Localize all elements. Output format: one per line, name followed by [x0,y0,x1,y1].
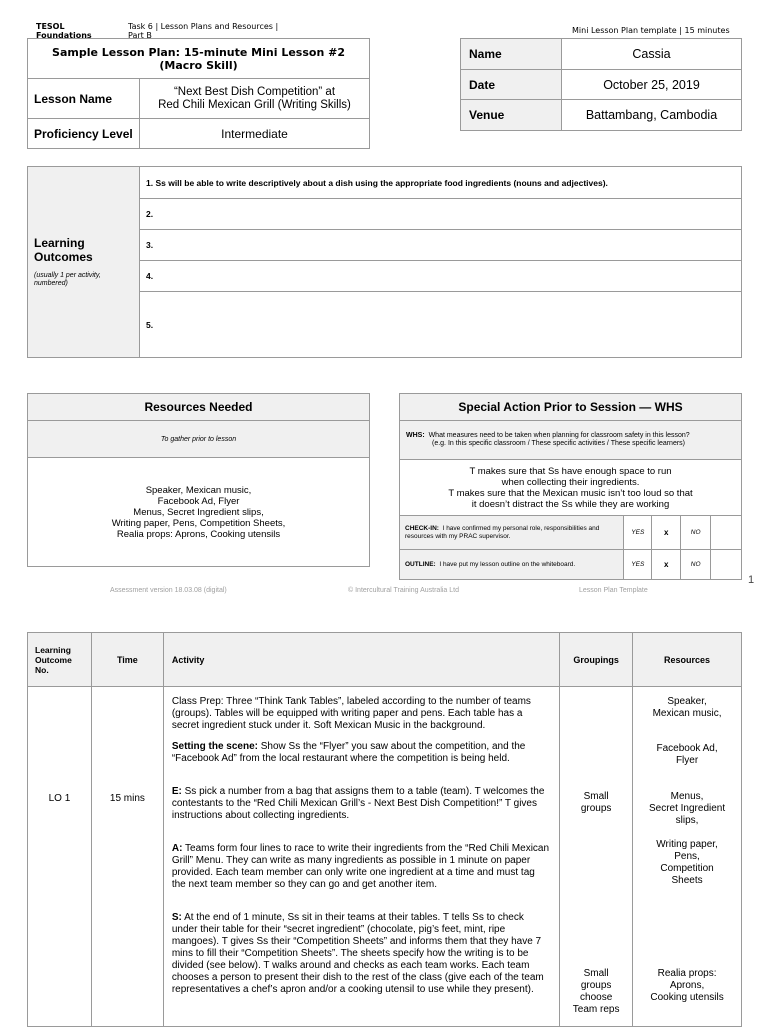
plan-title: Sample Lesson Plan: 15-minute Mini Lesson #2 (Macro Skill) [28,39,370,79]
resource-speaker: Speaker, Mexican music, [652,696,722,719]
grouping-small-groups: Small groups [580,791,612,814]
lesson-name-label: Lesson Name [28,79,140,119]
whs-table [399,393,742,580]
learning-outcomes-table [27,166,742,358]
header-groupings: Groupings [560,633,633,687]
groupings-cell [560,687,633,1027]
resource-facebook-ad: Facebook Ad, Flyer [656,743,718,766]
name-value: Cassia [562,39,742,70]
date-value: October 25, 2019 [562,70,742,100]
resource-realia-props: Realia props: Aprons, Cooking utensils [650,968,724,1003]
resource-writing-paper: Writing paper, Pens, Competition Sheets [656,839,718,886]
activity-setting-scene: Setting the scene: Show Ss the “Flyer” you saw about the competition, and the “Facebook Ad” from the local restaurant where the competition is being held. [171,741,526,764]
activity-table [27,632,742,1027]
header-activity: Activity [163,633,559,687]
org-name: TESOL Foundations [36,22,92,40]
task-label: Task 6 | Lesson Plans and Resources | Part B [128,22,279,40]
checkin-blank [711,516,742,550]
outcome-item: 3. [140,230,742,261]
lesson-name-value: “Next Best Dish Competition” at Red Chili Mexican Grill (Writing Skills) [140,79,370,119]
header-time: Time [91,633,163,687]
resources-subtitle: To gather prior to lesson [28,421,370,458]
activity-engage: E: Ss pick a number from a bag that assigns them to a table (team). T welcomes the contestants to the “Red Chili Mexican Grill’s - Next Best Dish Competition!” T gives instructions about collecting ingredients. [171,786,545,821]
learning-outcome-cell: LO 1 [28,687,92,1027]
outcome-item: 4. [140,261,742,292]
resources-cell [633,687,742,1027]
activity-cell [163,687,559,1027]
outline-statement: OUTLINE: I have put my lesson outline on the whiteboard. [400,550,624,580]
whs-title: Special Action Prior to Session — WHS [400,394,742,421]
resource-menus: Menus, Secret Ingredient slips, [648,791,726,826]
plan-summary-table [27,38,370,149]
header-resources: Resources [633,633,742,687]
outcomes-note: (usually 1 per activity, numbered) [34,272,101,287]
footer-copyright: © Intercultural Training Australia Ltd [348,587,459,594]
resources-list: Speaker, Mexican music, Facebook Ad, Flyer Menus, Secret Ingredient slips, Writing paper, Pens, Competition Sheets, Realia props: Aprons, Cooking utensils [28,458,370,567]
outcome-item: 2. [140,199,742,230]
checkin-statement: CHECK-IN: I have confirmed my personal role, responsibilities and resources with my PRAC supervisor. [400,516,624,550]
name-label: Name [461,39,562,70]
time-cell: 15 mins [91,687,163,1027]
outcomes-label-cell [28,167,140,358]
resources-title: Resources Needed [28,394,370,421]
date-label: Date [461,70,562,100]
outline-blank [711,550,742,580]
grouping-team-reps: Small groups choose Team reps [572,968,620,1015]
activity-class-prep: Class Prep: Three “Think Tank Tables”, labeled according to the number of teams (groups). Tables will be equipped with writing paper and pens. Each table has a secret ingredient stuck under it. Soft Mexican Music in the background. [171,696,531,731]
whs-question: WHS: What measures need to be taken when planning for classroom safety in this lesson? (e.g. In this specific classroom / These specific activities / These specific learners) [400,421,742,460]
teacher-info-table [460,38,742,131]
proficiency-value: Intermediate [140,119,370,149]
outcome-item: 1. Ss will be able to write descriptively about a dish using the appropriate food ingredients (nouns and adjectives). [140,167,742,199]
outline-yes: YES [624,550,652,580]
proficiency-label: Proficiency Level [28,119,140,149]
activity-activate: A: Teams form four lines to race to write their ingredients from the “Red Chili Mexican Grill” Menu. They can write as many ingredients as possible in 1 minute on paper provided. Each team member can only write one ingredient at a time and must tag the next team member so they can go and get another item. [171,843,550,890]
checkin-yes: YES [624,516,652,550]
outline-mark: x [652,550,681,580]
whs-answer: T makes sure that Ss have enough space to run when collecting their ingredients. T makes sure that the Mexican music isn’t too loud so that it doesn’t distract the Ss while they are working [400,460,742,516]
activity-study: S: At the end of 1 minute, Ss sit in their teams at their tables. T tells Ss to check under their table for their “secret ingredient” (chocolate, pig’s feet, mint, ripe mangoes). T gives Ss their “Competition Sheets” and informs them that they have 7 mins to fill their “Competition Sheets”. The sheets specify how the writing is to be divided (see below). T walks around and checks as each team works. Each team chooses a person to present their dish to the rest of the class (give each of the team representatives a chef’s apron and/or a cooking utensil to use while they present). [171,912,544,995]
venue-label: Venue [461,100,562,131]
page-number: 1 [748,574,755,586]
header-learning-outcome: Learning Outcome No. [28,633,92,687]
resources-needed-table [27,393,370,567]
venue-value: Battambang, Cambodia [562,100,742,131]
checkin-no: NO [681,516,711,550]
footer-template: Lesson Plan Template [579,587,648,594]
outcomes-label: Learning Outcomes [34,236,93,264]
outcome-item: 5. [140,292,742,358]
template-label: Mini Lesson Plan template | 15 minutes [572,26,730,35]
checkin-mark: x [652,516,681,550]
outline-no: NO [681,550,711,580]
footer-version: Assessment version 18.03.08 (digital) [110,587,227,594]
